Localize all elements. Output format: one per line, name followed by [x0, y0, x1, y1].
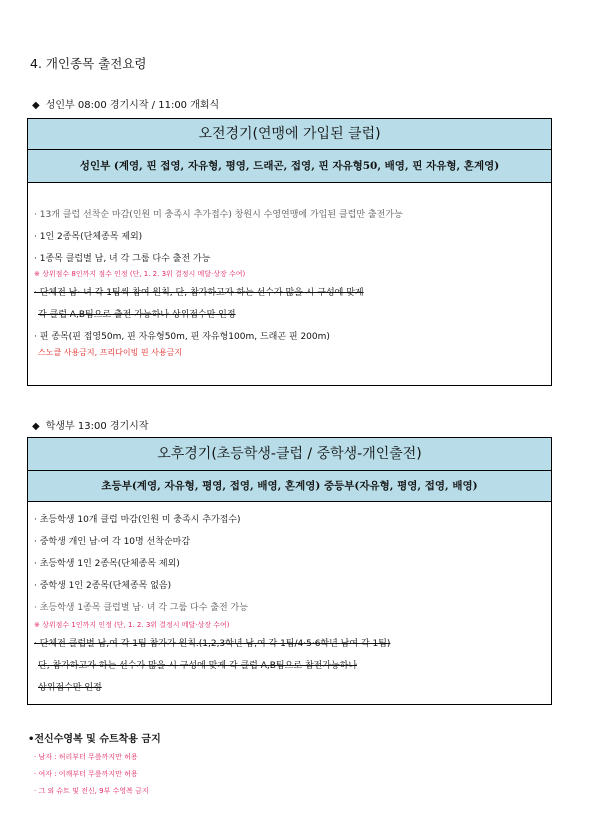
- afternoon-line: · 단체전 클럽별 남,여 각 1팀 참가가 원칙.(1,2,3학년 남,여 각 1팀/4·5·6학년 남여 각 1팀): [34, 639, 391, 649]
- morning-body: [28, 183, 551, 385]
- diamond-bullet-icon: ◆: [32, 421, 40, 432]
- morning-line: · 1인 2종목(단체종목 제외): [34, 232, 143, 242]
- section-title: 4. 개인종목 출전요령: [30, 56, 147, 71]
- morning-line: · 핀 종목(핀 접영50m, 핀 자유형50m, 핀 자유형100m, 드래곤 핀 200m): [34, 332, 330, 342]
- morning-warning: 스노클 사용금지, 프리다이빙 핀 사용금지: [38, 348, 183, 357]
- morning-line: 각 클럽 A,B팀으로 출전 가능하나 상위점수만 인정: [38, 310, 236, 320]
- afternoon-line: 단, 참가하고자 하는 선수가 많을 시 구성에 맞게 각 클럽 A,B팀으로 참전가능하나: [38, 661, 358, 671]
- afternoon-subtitle: 초등부(계영, 자유형, 평영, 접영, 배영, 혼계영) 중등부(자유형, 평영, 접영, 배영): [28, 471, 551, 502]
- diamond-bullet-icon: ◆: [32, 100, 40, 111]
- afternoon-session-box: [27, 437, 552, 705]
- afternoon-line: · 초등학생 10개 클럽 마감(인원 미 충족시 추가접수): [34, 515, 241, 525]
- afternoon-line: · 중학생 1인 2종목(단체종목 없음): [34, 581, 172, 591]
- morning-line: · 단체전 남· 녀 각 1팀씩 참여 원칙, 단, 참가하고자 하는 선수가 많을 시 구성에 맞게: [34, 288, 364, 298]
- afternoon-body: [28, 502, 551, 704]
- swimsuit-rule-line: · 남자 : 허리부터 무릎까지만 허용: [34, 753, 138, 761]
- afternoon-note: ※ 상위점수 1인까지 인정 (단, 1. 2. 3위 결정시 메달·상장 수여): [34, 621, 230, 629]
- morning-session-box: [27, 118, 552, 386]
- swimsuit-rule-line: · 여자 : 어깨부터 무릎까지만 허용: [34, 770, 138, 778]
- morning-title: 오전경기(연맹에 가입된 클럽): [28, 119, 551, 150]
- afternoon-line: · 초등학생 1종목 클럽별 남· 녀 각 그룹 다수 출전 가능: [34, 603, 248, 613]
- afternoon-title: 오후경기(초등학생-클럽 / 중학생-개인출전): [28, 438, 551, 471]
- afternoon-line: · 중학생 개인 남·여 각 10명 선착순마감: [34, 537, 191, 547]
- afternoon-line: · 초등학생 1인 2종목(단체종목 제외): [34, 559, 180, 569]
- student-schedule-heading: [32, 417, 149, 432]
- afternoon-line: 상위점수만 인정: [38, 683, 102, 693]
- morning-line: · 1종목 클럽별 남, 녀 각 그룹 다수 출전 가능: [34, 254, 211, 264]
- morning-subtitle: 성인부 (계영, 핀 접영, 자유형, 평영, 드래곤, 접영, 핀 자유형50, 배영, 핀 자유형, 혼계영): [28, 150, 551, 183]
- morning-line: · 13개 클럽 선착순 마감(인원 미 충족시 추가접수) 창원시 수영연맹에 가입된 클럽만 출전가능: [34, 210, 403, 220]
- swimsuit-rule-line: · 그 외 슈트 및 전신, 9부 수영복 금지: [34, 787, 149, 795]
- morning-note: ※ 상위점수 8인까지 점수 인정 (단, 1. 2. 3위 결정시 메달·상장 수여): [34, 270, 246, 278]
- student-schedule-text: 학생부 13:00 경기시작: [45, 421, 149, 432]
- adult-schedule-heading: [32, 96, 219, 111]
- adult-schedule-text: 성인부 08:00 경기시작 / 11:00 개회식: [45, 100, 220, 111]
- swimsuit-rule-title: •전신수영복 및 슈트착용 금지: [28, 734, 161, 745]
